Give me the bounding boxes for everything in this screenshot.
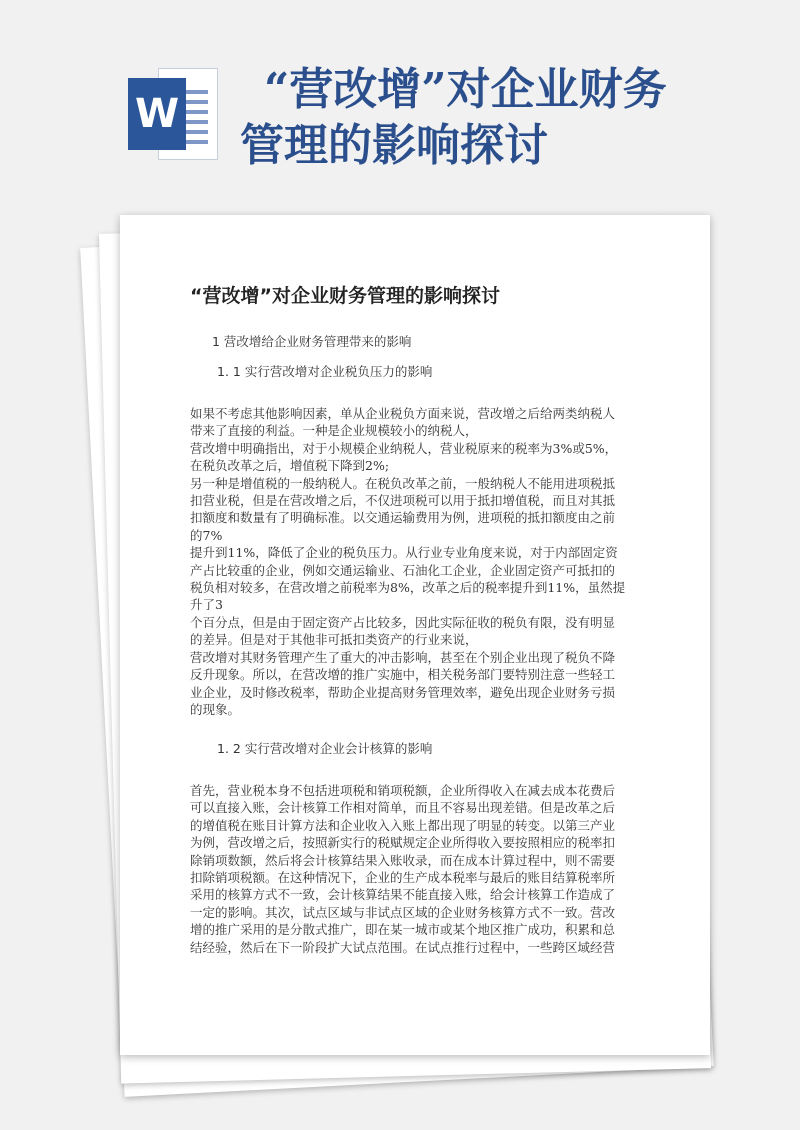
section-heading-1-1: 1. 1 实行营改增对企业税负压力的影响: [217, 364, 433, 379]
text-line: 提升到11%，降低了企业的税负压力。从行业专业角度来说，对于内部固定资: [190, 545, 618, 561]
text-line: 带来了直接的利益。一种是企业规模较小的纳税人，: [190, 423, 478, 439]
text-line: 增的推广采用的是分散式推广，即在某一城市或某个地区推广成功，积累和总: [190, 922, 616, 938]
document-page: [120, 215, 710, 1055]
text-line: 业企业，及时修改税率，帮助企业提高财务管理效率，避免出现企业财务亏损: [190, 684, 616, 700]
text-line: 一定的影响。其次，试点区域与非试点区域的企业财务核算方式不一致。营改: [190, 904, 616, 920]
text-line: 另一种是增值税的一般纳税人。在税负改革之前，一般纳税人不能用进项税抵: [190, 475, 616, 491]
banner-title-line1: “营改增”对企业财务: [264, 64, 667, 115]
text-line: 产占比较重的企业，例如交通运输业、石油化工企业，企业固定资产可抵扣的: [190, 562, 616, 578]
text-line: 为例，营改增之后，按照新实行的税赋规定企业所得收入要按照相应的税率扣: [190, 835, 616, 851]
text-line: 采用的核算方式不一致，会计核算结果不能直接入账，给会计核算工作造成了: [190, 887, 616, 903]
text-line: 个百分点，但是由于固定资产占比较多，因此实际征收的税负有限，没有明显: [190, 614, 616, 630]
text-line: 税负相对较多，在营改增之前税率为8%，改革之后的税率提升到11%，虽然提: [190, 580, 626, 596]
banner-title: [240, 62, 780, 174]
text-line: 扣额度和数量有了明确标准。以交通运输费用为例，进项税的抵扣额度由之前: [190, 510, 616, 526]
text-line: 的差异。但是对于其他非可抵扣类资产的行业来说，: [190, 632, 478, 648]
section-heading-1: 1 营改增给企业财务管理带来的影响: [212, 334, 412, 349]
text-line: 首先，营业税本身不包括进项税和销项税额，企业所得收入在减去成本花费后: [190, 783, 616, 798]
section-1-1-body: [190, 405, 638, 718]
banner-title-line2: 管理的影响探讨: [240, 120, 548, 171]
section-1-2-body: [190, 782, 638, 956]
section-heading-1-2: 1. 2 实行营改增对企业会计核算的影响: [217, 741, 433, 756]
text-line: 扣营业税，但是在营改增之后，不仅进项税可以用于抵扣增值税，而且对其抵: [190, 493, 616, 509]
text-line: 的现象。: [190, 701, 241, 717]
text-line: 升了3: [190, 597, 223, 613]
text-line: 除销项数额，然后将会计核算结果入账收录，而在成本计算过程中，则不需要: [190, 852, 616, 868]
text-line: 如果不考虑其他影响因素，单从企业税负方面来说，营改增之后给两类纳税人: [190, 406, 616, 421]
text-line: 的增值税在账目计算方法和企业收入入账上都出现了明显的转变。以第三产业: [190, 817, 616, 833]
text-line: 扣除销项税额。在这种情况下，企业的生产成本税率与最后的账目结算税率所: [190, 870, 616, 886]
text-line: 营改增中明确指出，对于小规模企业纳税人，营业税原来的税率为3%或5%，: [190, 440, 618, 456]
text-line: 反升现象。所以，在营改增的推广实施中，相关税务部门要特别注意一些轻工: [190, 667, 616, 683]
text-line: 在税负改革之后，增值税下降到2%;: [190, 458, 390, 474]
banner: [0, 0, 800, 200]
text-line: 可以直接入账，会计核算工作相对简单，而且不容易出现差错。但是改革之后: [190, 800, 616, 816]
text-line: 结经验，然后在下一阶段扩大试点范围。在试点推行过程中，一些跨区域经营: [190, 939, 616, 955]
text-line: 的7%: [190, 527, 223, 543]
document-title: “营改增”对企业财务管理的影响探讨: [190, 285, 500, 307]
word-document-icon: W: [128, 68, 218, 160]
text-line: 营改增对其财务管理产生了重大的冲击影响，甚至在个别企业出现了税负不降: [190, 649, 616, 665]
